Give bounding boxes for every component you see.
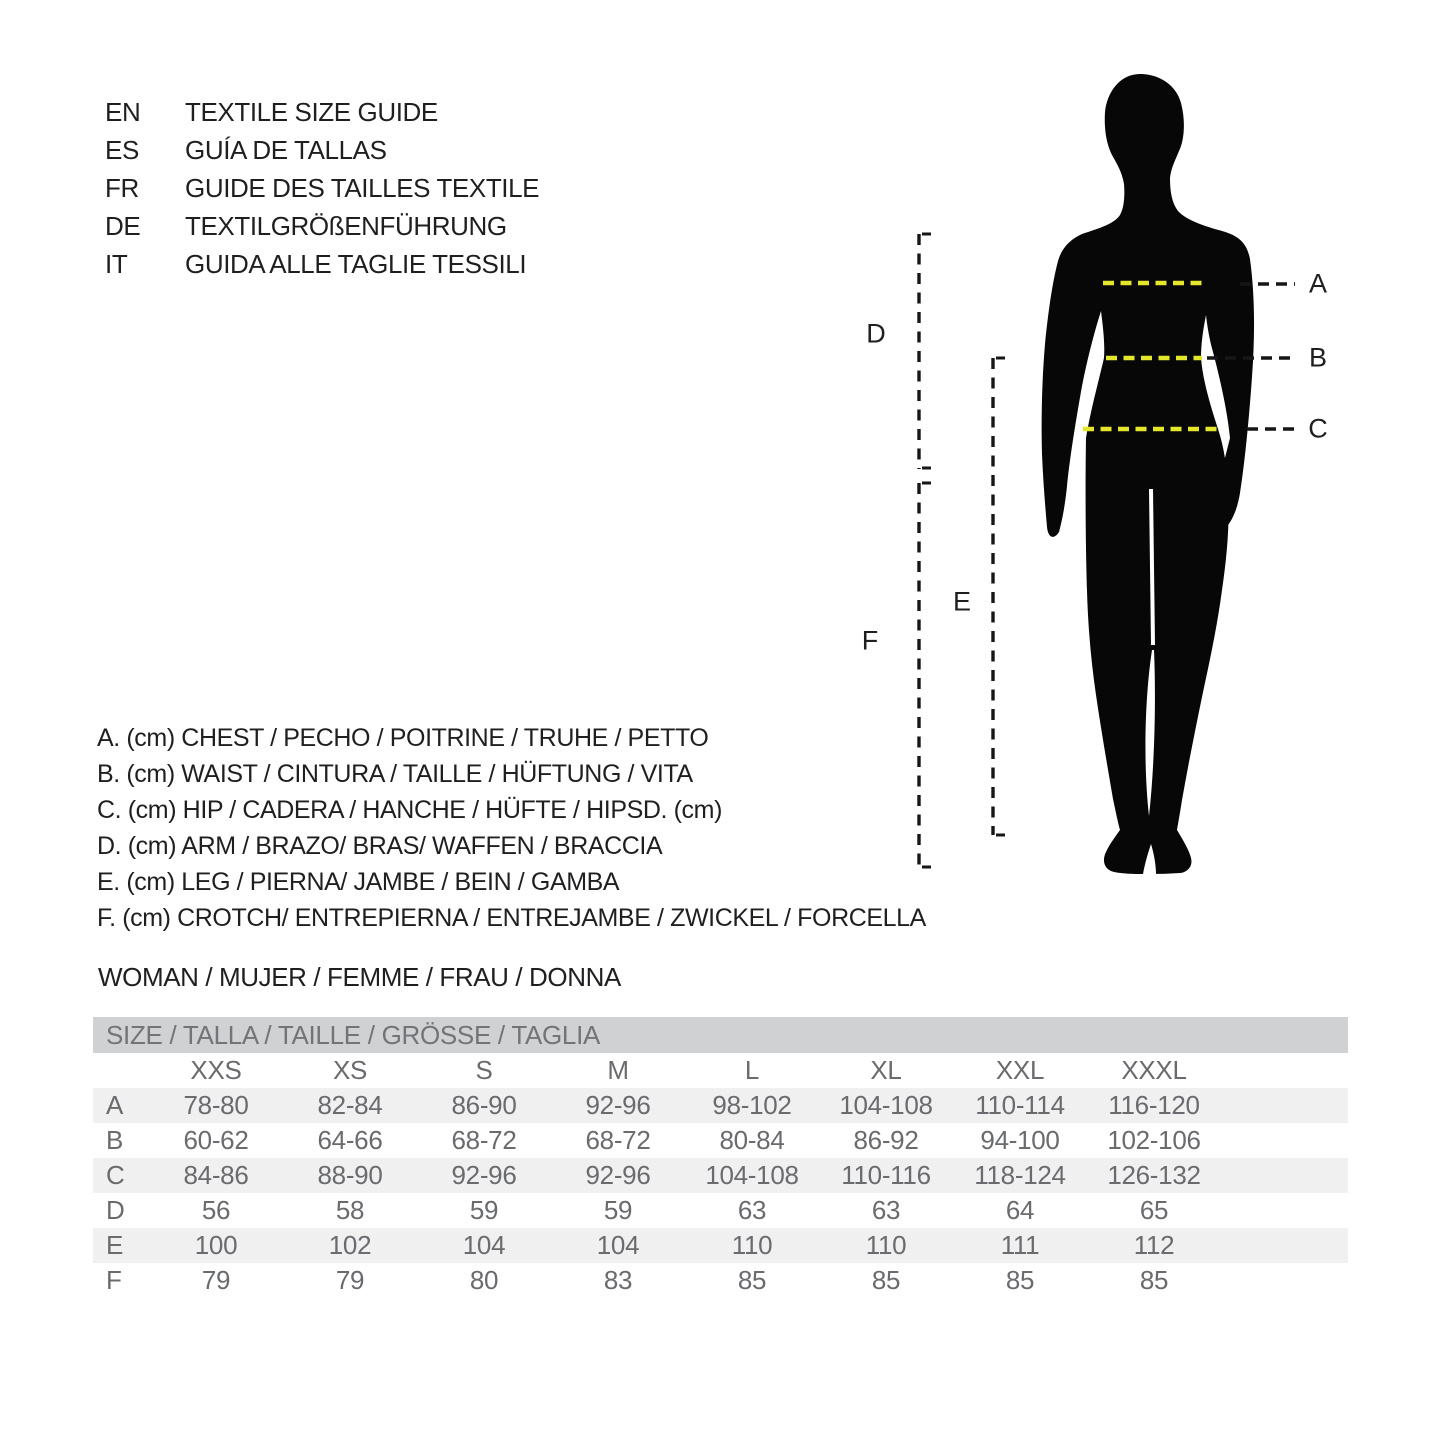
size-col-header: XXS (190, 1055, 242, 1085)
table-row-chest (93, 1088, 1348, 1123)
table-cell: 85 (737, 1265, 767, 1295)
legend-arm: D. (cm) ARM / BRAZO/ BRAS/ WAFFEN / BRACCIA (97, 831, 663, 860)
legend-hip: C. (cm) HIP / CADERA / HANCHE / HÜFTE / HIPSD. (cm) (97, 795, 723, 824)
table-cell: 116-120 (1108, 1090, 1200, 1120)
table-cell: 104 (462, 1230, 506, 1260)
table-cell: 126-132 (1107, 1160, 1201, 1190)
language-code: ES (105, 134, 139, 165)
table-cell: 60-62 (183, 1125, 249, 1155)
language-code: EN (105, 96, 141, 127)
row-label: A (106, 1090, 124, 1120)
table-cell: 88-90 (317, 1160, 383, 1190)
table-cell: 100 (194, 1230, 238, 1260)
table-cell: 94-100 (980, 1125, 1060, 1155)
row-label: B (106, 1125, 124, 1155)
table-cell: 111 (1000, 1230, 1040, 1260)
size-table (93, 1017, 1348, 1298)
language-code: IT (105, 248, 128, 279)
guide-title: TEXTILGRÖßENFÜHRUNG (185, 210, 507, 241)
table-cell: 102 (328, 1230, 372, 1260)
table-cell: 79 (335, 1265, 365, 1295)
table-cell: 78-80 (183, 1090, 249, 1120)
guide-title: TEXTILE SIZE GUIDE (185, 96, 438, 127)
row-label: C (106, 1160, 125, 1190)
table-cell: 110 (731, 1230, 773, 1260)
guide-title: GUIDA ALLE TAGLIE TESSILI (185, 248, 527, 279)
legend-crotch: F. (cm) CROTCH/ ENTREPIERNA / ENTREJAMBE / ZWICKEL / FORCELLA (97, 903, 926, 932)
table-cell: 85 (1139, 1265, 1169, 1295)
table-cell: 64 (1005, 1195, 1035, 1225)
table-cell: 112 (1133, 1230, 1175, 1260)
row-label: E (106, 1230, 124, 1260)
size-col-header: XL (870, 1055, 902, 1085)
label-arm-d: D (866, 318, 886, 349)
table-cell: 104-108 (705, 1160, 799, 1190)
language-code: FR (105, 172, 139, 203)
legend-leg: E. (cm) LEG / PIERNA/ JAMBE / BEIN / GAMBA (97, 867, 620, 896)
label-leg-e: E (952, 586, 972, 617)
row-label: F (106, 1265, 122, 1295)
gender-heading: WOMAN / MUJER / FEMME / FRAU / DONNA (98, 961, 621, 992)
table-cell: 92-96 (451, 1160, 517, 1190)
table-row-leg (93, 1228, 1348, 1263)
table-cell: 86-92 (853, 1125, 919, 1155)
table-cell: 59 (603, 1195, 633, 1225)
label-chest-a: A (1308, 268, 1328, 299)
size-table-header-band: SIZE / TALLA / TAILLE / GRÖSSE / TAGLIA (93, 1017, 1348, 1053)
table-cell: 104-108 (839, 1090, 933, 1120)
table-cell: 63 (737, 1195, 767, 1225)
table-cell: 58 (335, 1195, 365, 1225)
table-cell: 56 (201, 1195, 231, 1225)
table-cell: 63 (871, 1195, 901, 1225)
table-cell: 86-90 (451, 1090, 517, 1120)
table-cell: 68-72 (585, 1125, 651, 1155)
label-hip-c: C (1308, 413, 1328, 444)
table-cell: 59 (469, 1195, 499, 1225)
table-cell: 68-72 (451, 1125, 517, 1155)
size-col-header: XS (332, 1055, 368, 1085)
size-col-header: S (475, 1055, 493, 1085)
legend-chest: A. (cm) CHEST / PECHO / POITRINE / TRUHE / PETTO (97, 723, 709, 752)
table-cell: 102-106 (1107, 1125, 1201, 1155)
size-header-row (93, 1053, 1348, 1088)
table-cell: 110-116 (841, 1160, 931, 1190)
table-row-arm (93, 1193, 1348, 1228)
table-row-waist (93, 1123, 1348, 1158)
table-cell: 79 (201, 1265, 231, 1295)
row-label: D (106, 1195, 125, 1225)
table-cell: 110 (865, 1230, 907, 1260)
label-waist-b: B (1308, 342, 1328, 373)
legend-waist: B. (cm) WAIST / CINTURA / TAILLE / HÜFTUNG / VITA (97, 759, 693, 788)
table-cell: 92-96 (585, 1090, 651, 1120)
label-crotch-f: F (861, 625, 879, 656)
table-cell: 85 (1005, 1265, 1035, 1295)
table-cell: 80 (469, 1265, 499, 1295)
table-cell: 118-124 (974, 1160, 1066, 1190)
table-cell: 82-84 (317, 1090, 383, 1120)
table-cell: 92-96 (585, 1160, 651, 1190)
table-cell: 83 (603, 1265, 633, 1295)
guide-title: GUIDE DES TAILLES TEXTILE (185, 172, 540, 203)
measurement-legend (97, 720, 926, 936)
size-col-header: M (607, 1055, 629, 1085)
table-cell: 65 (1139, 1195, 1169, 1225)
table-cell: 98-102 (712, 1090, 792, 1120)
table-row-crotch (93, 1263, 1348, 1298)
table-cell: 84-86 (183, 1160, 249, 1190)
table-cell: 104 (596, 1230, 640, 1260)
size-col-header: XXL (995, 1055, 1045, 1085)
table-row-hip (93, 1158, 1348, 1193)
guide-title: GUÍA DE TALLAS (185, 134, 387, 165)
language-code: DE (105, 210, 141, 241)
table-cell: 85 (871, 1265, 901, 1295)
table-cell: 110-114 (975, 1090, 1065, 1120)
table-cell: 80-84 (719, 1125, 785, 1155)
size-col-header: L (744, 1055, 760, 1085)
size-col-header: XXXL (1121, 1055, 1187, 1085)
table-cell: 64-66 (317, 1125, 383, 1155)
